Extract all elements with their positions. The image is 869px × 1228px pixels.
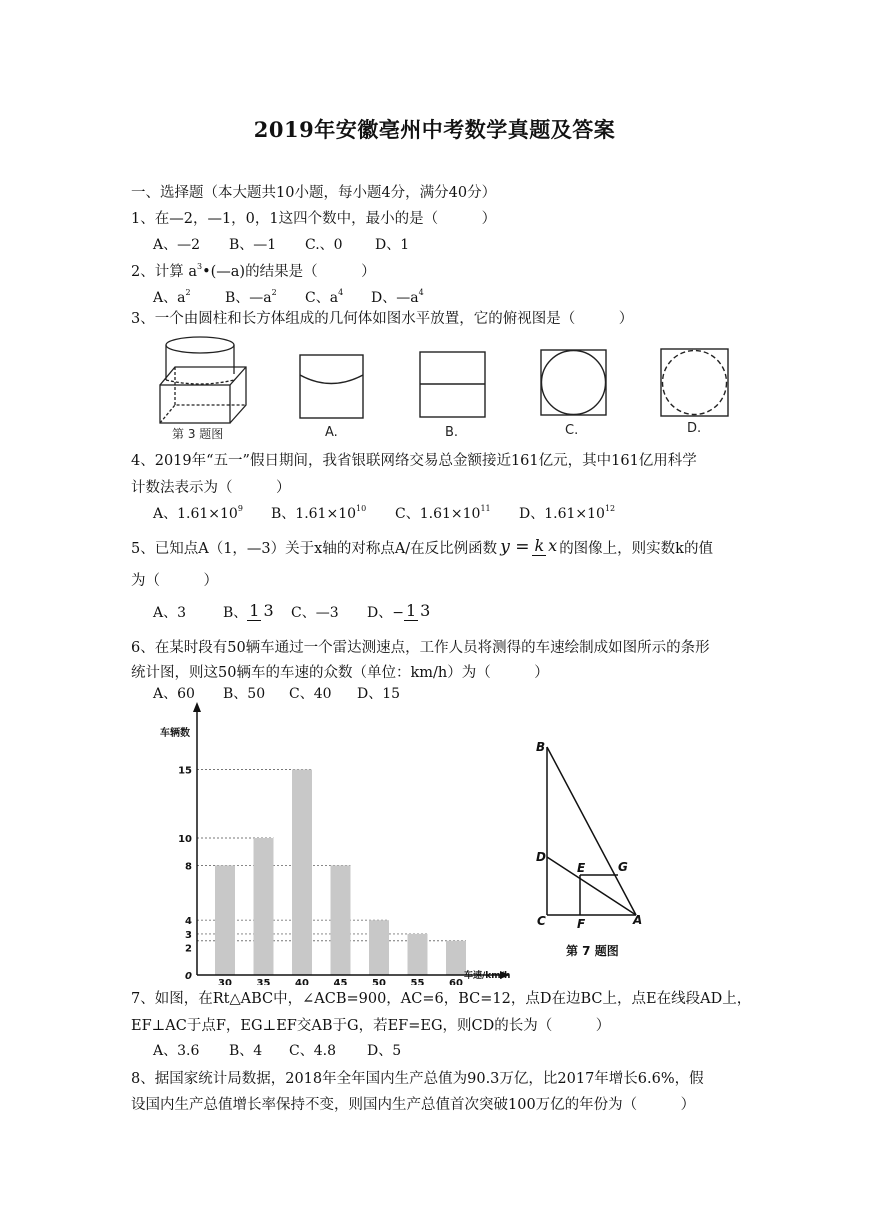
question-4-stem-line2: 计数法表示为（ ） (131, 480, 291, 496)
question-1-options (153, 234, 409, 254)
speed-bar-chart (150, 700, 520, 985)
page-title: 2019年安徽亳州中考数学真题及答案 (253, 117, 616, 142)
cylinder-box-figure (160, 337, 246, 423)
question-7-options (153, 1040, 401, 1060)
option: A、3.6 (153, 1043, 200, 1059)
option (395, 503, 519, 523)
option-text: C、1.61×10 (395, 506, 481, 522)
exponent: 3 (196, 262, 203, 271)
chart-bar-35 (254, 838, 274, 975)
option (519, 503, 615, 523)
option (225, 287, 305, 307)
option (367, 602, 432, 622)
question-2-stem (131, 260, 376, 281)
figure-3-caption: 第 3 题图 (172, 427, 224, 441)
option-d-figure (661, 349, 728, 416)
option (271, 503, 395, 523)
exponent: 4 (418, 288, 424, 297)
question-5-stem-line2: 为（ ） (131, 573, 218, 589)
option-text: D、1.61×10 (519, 506, 605, 522)
point-label-b: B (536, 740, 546, 754)
exponent: 2 (271, 288, 277, 297)
question-6-stem-line1: 6、在某时段有50辆车通过一个雷达测速点，工作人员将测得的车速绘制成如图所示的条形 (131, 640, 710, 656)
option-a-figure (300, 355, 363, 418)
denominator: 3 (263, 601, 274, 621)
y-tick-label: 4 (185, 916, 192, 928)
point-label-f: F (577, 917, 586, 931)
option-text: C、a (305, 290, 339, 306)
point-label-g: G (618, 860, 628, 874)
y-axis-label: 车辆数 (160, 728, 190, 739)
y-axis-arrow-icon (193, 702, 201, 712)
chart-bar-40 (292, 770, 312, 976)
segment-ba (547, 747, 636, 915)
point-label-d: D (536, 850, 546, 864)
option: C.、0 (305, 237, 343, 253)
option-fraction (247, 603, 275, 621)
option: C、—3 (291, 605, 339, 621)
exponent: 10 (356, 504, 367, 513)
option-text: B、—a (225, 290, 272, 306)
exponent: 9 (237, 504, 243, 513)
question-5-options (153, 590, 432, 634)
x-tick-label: 45 (333, 978, 348, 985)
option-text: B、1.61×10 (271, 506, 357, 522)
exponent: 11 (480, 504, 491, 513)
option: B、50 (223, 686, 266, 702)
chart-bars (215, 770, 466, 976)
question-3-figures (150, 330, 740, 445)
section-heading: 一、选择题（本大题共10小题，每小题4分，满分40分） (131, 185, 497, 201)
chart-bar-55 (408, 934, 428, 975)
chart-bar-50 (369, 920, 389, 975)
formula-fraction (532, 538, 559, 556)
option-text: A、1.61×10 (153, 506, 238, 522)
option (153, 503, 271, 523)
option: B、4 (229, 1043, 263, 1059)
stem-text: •(—a)的结果是（ ） (202, 264, 376, 280)
option (305, 287, 371, 307)
x-tick-labels (218, 978, 463, 985)
x-axis-label: 车速/km/h (464, 971, 511, 981)
option-c-label: C. (565, 423, 579, 438)
option-b-figure (420, 352, 485, 417)
option: C、40 (289, 686, 332, 702)
question-6-stem-line2: 统计图，则这50辆车的车速的众数（单位：km/h）为（ ） (131, 665, 549, 681)
option: C、4.8 (289, 1043, 336, 1059)
numerator: 1 (249, 601, 260, 621)
formula-lhs: y = (500, 537, 530, 557)
option-fraction (404, 603, 432, 621)
triangle-figure (547, 747, 636, 915)
option-text: B、 (223, 605, 248, 621)
question-7-stem-line2: EF⊥AC于点F，EG⊥EF交AB于G，若EF=EG，则CD的长为（ ） (131, 1018, 611, 1034)
option-a-label: A. (325, 425, 338, 440)
question-7-stem-line1: 7、如图，在Rt△ABC中，∠ACB=900，AC=6，BC=12，点D在边BC上，点E在线段AD上， (131, 991, 752, 1007)
chart-bar-45 (331, 865, 351, 975)
option: B、—1 (229, 237, 277, 253)
option: D、1 (375, 237, 410, 253)
exponent: 4 (338, 288, 344, 297)
option (371, 287, 424, 307)
x-tick-label: 55 (410, 978, 425, 985)
option-d-label: D. (687, 421, 702, 436)
option: D、15 (357, 686, 401, 702)
y-tick-label: 2 (185, 943, 192, 955)
denominator: x (548, 536, 558, 556)
stem-text: 2、计算 a (131, 264, 197, 280)
x-tick-label: 60 (449, 978, 463, 985)
option-b-label: B. (445, 425, 459, 440)
x-tick-label: 30 (218, 978, 232, 985)
point-label-c: C (537, 914, 546, 928)
question-2-options (153, 287, 424, 307)
option (153, 287, 225, 307)
question-1-stem: 1、在—2，—1，0，1这四个数中，最小的是（ ） (131, 211, 497, 227)
question-8-stem-line1: 8、据国家统计局数据，2018年全年国内生产总值为90.3万亿，比2017年增长6.6%，假 (131, 1071, 704, 1087)
option-text: D、− (367, 605, 404, 621)
x-tick-label: 35 (256, 978, 271, 985)
exponent: 2 (185, 288, 191, 297)
y-tick-label: 8 (185, 861, 192, 873)
point-label-a: A (633, 913, 643, 927)
option-text: D、—a (371, 290, 419, 306)
y-tick-label: 10 (178, 834, 192, 845)
option: A、60 (153, 686, 195, 702)
point-label-e: E (577, 861, 586, 875)
question-8-stem-line2: 设国内生产总值增长率保持不变，则国内生产总值首次突破100万亿的年份为（ ） (131, 1097, 696, 1113)
y-tick-label: 15 (178, 765, 192, 777)
x-tick-label: 40 (295, 978, 309, 985)
option (223, 602, 291, 622)
y-tick-label: 3 (185, 929, 192, 941)
option: D、5 (367, 1043, 402, 1059)
stem-text: 5、已知点A（1，—3）关于x轴的对称点A/在反比例函数 (131, 540, 498, 557)
stem-text: 的图像上，则实数k的值 (559, 540, 713, 557)
option: A、3 (153, 605, 187, 621)
option: A、—2 (153, 237, 201, 253)
option-c-figure (541, 350, 606, 415)
x-tick-label: 50 (372, 978, 386, 985)
numerator: 1 (405, 601, 417, 621)
chart-bar-30 (215, 865, 235, 975)
question-4-stem-line1: 4、2019年“五一”假日期间，我省银联网络交易总金额接近161亿元，其中161亿用科学 (131, 453, 697, 469)
question-3-stem: 3、一个由圆柱和长方体组成的几何体如图水平放置，它的俯视图是（ ） (131, 311, 634, 327)
option-text: A、a (153, 290, 186, 306)
origin-label: 0 (185, 971, 192, 982)
question-5-stem-line1 (131, 525, 713, 569)
figure-7-caption: 第 7 题图 (566, 944, 619, 958)
question-7-figure (534, 735, 658, 965)
y-tick-labels (178, 766, 192, 955)
chart-bar-60 (446, 941, 466, 975)
exponent: 12 (604, 504, 616, 513)
question-4-options (153, 503, 615, 523)
numerator: k (534, 536, 545, 556)
denominator: 3 (420, 601, 431, 621)
